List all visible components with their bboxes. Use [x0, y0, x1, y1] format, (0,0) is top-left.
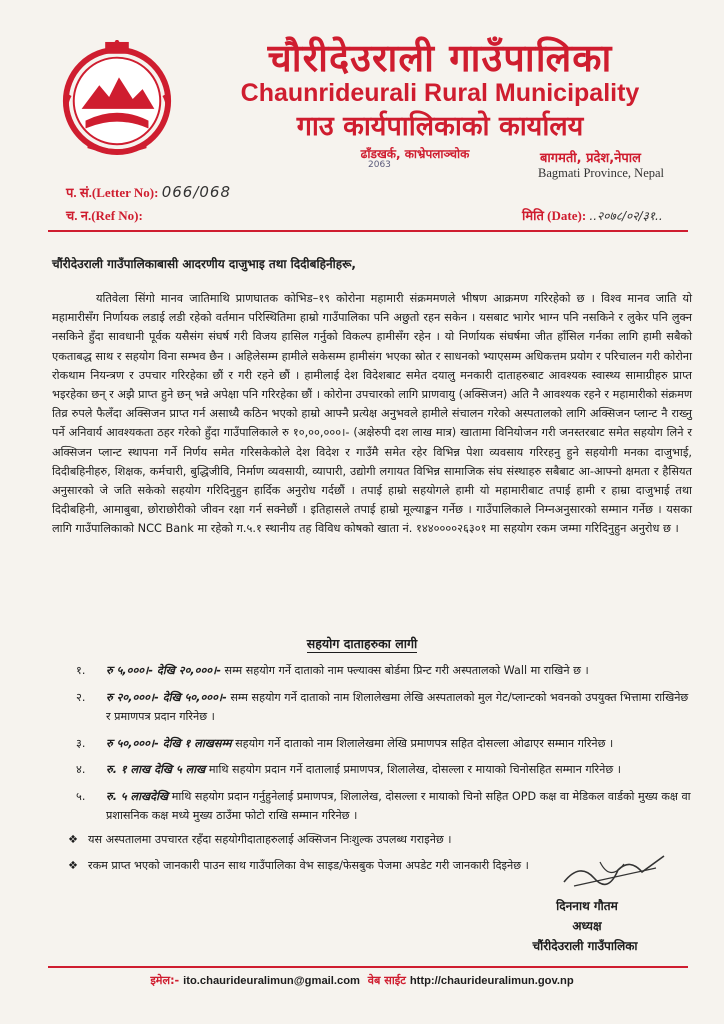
section-title	[0, 635, 724, 652]
stamp-number: 2063	[368, 160, 391, 170]
date-label: मिति (Date):	[522, 208, 587, 223]
signatory-title: अध्यक्ष	[572, 919, 602, 933]
item-number: ४.	[76, 763, 86, 776]
list-item	[76, 760, 694, 780]
item-number: २.	[76, 690, 86, 704]
header-divider	[48, 230, 688, 232]
list-item	[76, 787, 694, 826]
item-number: ५.	[76, 789, 86, 803]
municipality-name-nepali: चौरीदेउराली गाउँपालिका	[267, 36, 613, 80]
footer-contact	[0, 973, 724, 988]
office-address: ढाँडखर्क, काभ्रेपलाञ्चोक	[360, 147, 470, 161]
province-nepali: बागमती, प्रदेश,नेपाल	[540, 151, 641, 166]
footer-divider	[48, 966, 688, 968]
item-number: १.	[76, 664, 86, 677]
donor-tier-list	[76, 661, 694, 833]
province-english: Bagmati Province, Nepal	[538, 166, 665, 180]
reference-number-label: च. न.(Ref No):	[66, 208, 143, 223]
item-amount: रु. १ लाख देखि ५ लाख	[106, 763, 206, 776]
item-text: सम्म सहयोग गर्ने दाताको नाम फ्ल्याक्स बोर्डमा प्रिन्ट गरी अस्पतालको Wall मा राखिने छ ।	[221, 664, 589, 677]
email-label: इमेल:-	[150, 974, 180, 987]
letter-number-value: 066/068	[161, 183, 232, 201]
diamond-bullet-icon: ❖	[68, 833, 79, 846]
item-text: सम्म सहयोग गर्ने दाताको नाम शिलालेखमा लेखि अस्पतालको मुल गेट/प्लान्टको भवनको उपयुक्त भित्तामा राखिनेछ र प्रमाणपत्र प्रदान गरिनेछ ।	[106, 690, 689, 723]
signatory-organization: चौंरीदेउराली गाउँपालिका	[532, 939, 638, 953]
item-amount: रु ५०,०००।- देखि १ लाखसम्म	[106, 736, 232, 750]
section-title-text: सहयोग दाताहरुका लागी	[306, 636, 418, 651]
website-link[interactable]: http://chaurideuralimun.gov.np	[409, 975, 574, 987]
diamond-bullet-icon: ❖	[68, 859, 79, 872]
salutation: चौंरीदेउराली गाउँपालिकाबासी आदरणीय दाजुभाइ तथा दिदीबहिनीहरू,	[52, 257, 356, 271]
item-amount: रु ५,०००।- देखि २०,०००।-	[106, 664, 221, 677]
letter-date	[522, 206, 663, 224]
list-item	[68, 830, 698, 849]
municipality-name-english: Chaunrideurali Rural Municipality	[240, 79, 640, 107]
list-item	[76, 734, 694, 754]
letter-number-label: प. सं.(Letter No):	[66, 185, 159, 200]
date-value: ..२०७८/०२/३१..	[589, 209, 663, 223]
item-number: ३.	[76, 736, 86, 750]
item-amount: रु. ५ लाखदेखि	[106, 789, 169, 803]
note-text: यस अस्पतालमा उपचारत रहँदा सहयोगीदाताहरुलाई अक्सिजन निःशुल्क उपलब्ध गराइनेछ ।	[88, 833, 452, 846]
website-label: वेब साईट	[367, 974, 406, 987]
item-text: सहयोग गर्ने दाताको नाम शिलालेखमा लेखि प्रमाणपत्र सहित दोसल्ला ओढाएर सम्मान गरिनेछ ।	[231, 736, 614, 750]
nepal-emblem-logo	[58, 40, 176, 158]
body-paragraph: यतिवेला सिंगो मानव जातिमाथि प्राणघातक कोभिड–१९ कोरोना महामारी संक्रममणले भीषण आक्रमण गरिरहेको छ । विश्व मानव जाति यो महामारीसँग निर्णायक लडाई लडी रहेको वर्तमान परिस्थितिमा हाम्रो गाउँपालिका पनि अछुतो रहन सकेन । यसबाट भागेर भाग्न पनि नसकिने र लुकेर पनि लुक्न नसकिने हुँदा सावधानी पूर्वक यसैसंग संघर्ष गरी विजय हासिल गर्नुको विकल्प हामीसँग रहेन । यो निर्णायक संघर्षमा जीत हाँसिल गर्नका लागि हामी सबैको एकताबद्ध साथ र सहयोग विना सम्भव छैन । अहिलेसम्म हामीले सकेसम्म हामीसंग भएका स्रोत र साधनको भ्याएसम्म अधिकत्तम प्रयोग र परिचालन गरी कोरोना रोकथाम नियन्त्रण र उपचार गरिरहेका छौं र गरी रहने छौं । हामीलाई देश विदेशबाट समेत दयालु मनकारी दाताहरुबाट आवश्यक स्वास्थ्य सामाग्रीहरु प्राप्त भइरहेका छन् र अझै प्राप्त हुने छन् भन्ने अपेक्षा पनि गरिरहेका छौं । कोरोना उपचारको लागि प्राणवायु (अक्सिजन) अति नै आवश्यक रहने र महामारीको संक्रमण तिव्र रुपले फैलँदा अक्सिजन प्राप्त गर्न असाध्यै कठिन भएको हाम्रो आफ्नै प्रत्येक्ष अनुभवले हामीले संचालन गरेको अस्पतालको लागि अक्सिजन प्लान्ट नै राख्नु पर्ने अनिवार्य आवश्यकता ठहर गरेको हुँदा गाउँपालिकाले रु १०,००,०००।- (अक्षेरुपी दश लाख मात्र) खातामा विनियोजन गरी जनस्तरबाट समेत सहयोग लिने र अक्सिजन प्लान्ट स्थापना गर्ने निर्णय समेत गरिसकेकोले देश विदेश र गाउँमै समेत रहेर विभिन्न पेशा व्यवसाय गरिरहनु हुने सहयोगी मनका दाजुभाई, दिदीबहिनीहरु, शिक्षक, कर्मचारी, बुद्धिजीवि, निर्माण व्यवसायी, व्यापारी, उद्योगी लगायत विभिन्न सामाजिक संघ संस्थाहरु सबैबाट आ-आफ्नो क्षमता र हैसियत अनुसारको जे जति सकेको सहयोग गरिदिनुहुन हार्दिक अनुरोध गर्दछौं । तपाई हाम्रो सहयोगले हामी यो महामारीबाट तपाई हामी र हाम्रा दाजुभाई तथा दिदीबहिनी, आमाबुबा, छोराछोरीको जीवन रक्षा गर्न सक्नेछौं । इतिहासले तपाई हाम्रो मूल्याङ्कन गर्नेछ । गाउँपालिकाले निम्नअनुसारको सम्मान गर्नेछ । यसका लागि गाउँपालिकाको NCC Bank मा रहेको ग.५.१ स्थानीय तह विविध कोषको खाता नं. १४४००००२६३०१ मा सहयोग रकम जम्मा गरिदिनुहुन अनुरोध छ ।	[52, 292, 692, 536]
item-amount: रु २०,०००।- देखि ५०,०००।-	[106, 690, 227, 704]
list-item	[76, 688, 694, 727]
signatory-name: दिननाथ गौतम	[556, 899, 618, 913]
item-text: माथि सहयोग प्रदान गर्ने दातालाई प्रमाणपत्र, शिलालेख, दोसल्ला र मायाको चिनोसहित सम्मान गरिनेछ ।	[205, 763, 621, 776]
signature-scribble	[560, 848, 670, 892]
list-item	[76, 661, 694, 681]
letter-number	[66, 183, 231, 201]
office-name: गाउ कार्यपालिकाको कार्यालय	[296, 111, 584, 142]
email-link[interactable]: ito.chaurideuralimun@gmail.com	[183, 975, 360, 987]
note-text: रकम प्राप्त भएको जानकारी पाउन साथ गाउँपालिका वेभ साइड/फेसबुक पेजमा अपडेट गरी जानकारी दिइनेछ ।	[88, 859, 529, 872]
item-text: माथि सहयोग प्रदान गर्नुहुनेलाई प्रमाणपत्र, शिलालेख, दोसल्ला र मायाको चिनो सहित OPD कक्ष वा मेडिकल वार्डको मुख्य कक्ष वा प्रशासनिक कक्ष मध्ये मुख्य ठाउँमा फोटो राखि सम्मान गरिनेछ ।	[106, 789, 691, 822]
